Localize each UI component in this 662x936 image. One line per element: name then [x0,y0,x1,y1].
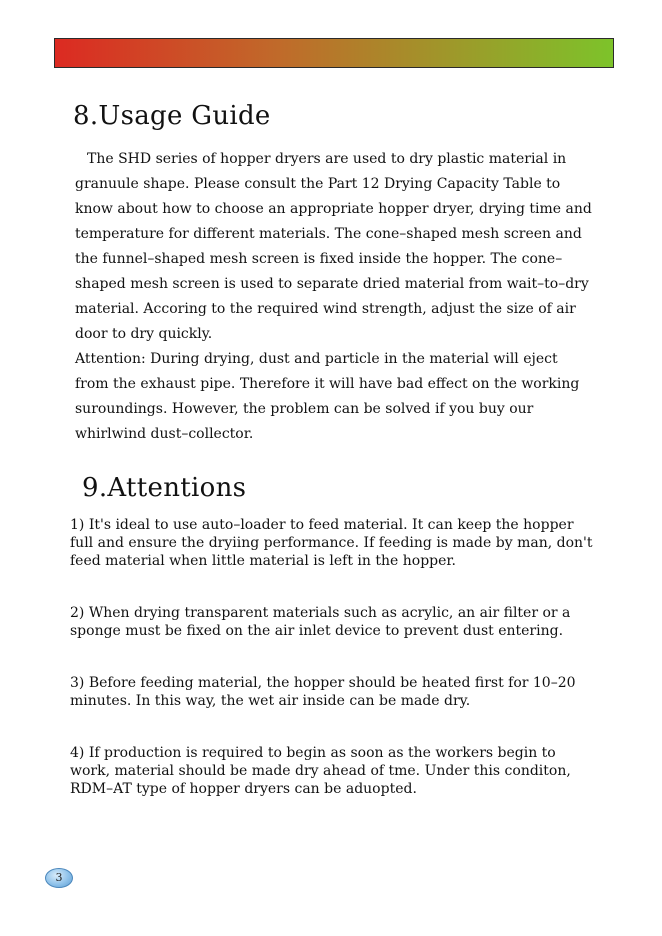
attention-item-4: 4) If production is required to begin as soon as the workers begin to work, material should be made dry ahead of tme. Under this conditon, RDM–AT type of hopper dryers can be aduopted. [70,745,571,797]
attention-item-3: 3) Before feeding material, the hopper should be heated first for 10–20 minutes. In this way, the wet air inside can be made dry. [70,675,576,709]
usage-guide-paragraph: The SHD series of hopper dryers are used to dry plastic material in granuule shape. Please consult the Part 12 Drying Capacity Table to know about how to choose an appropriate hopper dryer, drying time and temperature for different materials. The cone–shaped mesh screen and the funnel–shaped mesh screen is fixed inside the hopper. The cone–shaped mesh screen is used to separate dried material from wait–to–dry material. Accoring to the required wind strength, adjust the size of air door to dry quickly. [75,151,592,342]
header-gradient-bar [54,38,614,68]
section-8-title: 8.Usage Guide [73,101,271,131]
section-9-title: 9.Attentions [82,473,247,503]
usage-guide-body [75,147,595,447]
attention-item-1: 1) It's ideal to use auto–loader to feed material. It can keep the hopper full and ensure the dryiing performance. If feeding is made by man, don't feed material when little material is left in the hopper. [70,517,593,569]
attention-paragraph: Attention: During drying, dust and particle in the material will eject from the exhaust pipe. Therefore it will have bad effect on the working suroundings. However, the problem can be solved if you buy our whirlwind dust–collector. [75,351,580,442]
attention-item-2: 2) When drying transparent materials such as acrylic, an air filter or a sponge must be fixed on the air inlet device to prevent dust entering. [70,605,571,639]
page-number-badge: 3 [45,868,73,888]
